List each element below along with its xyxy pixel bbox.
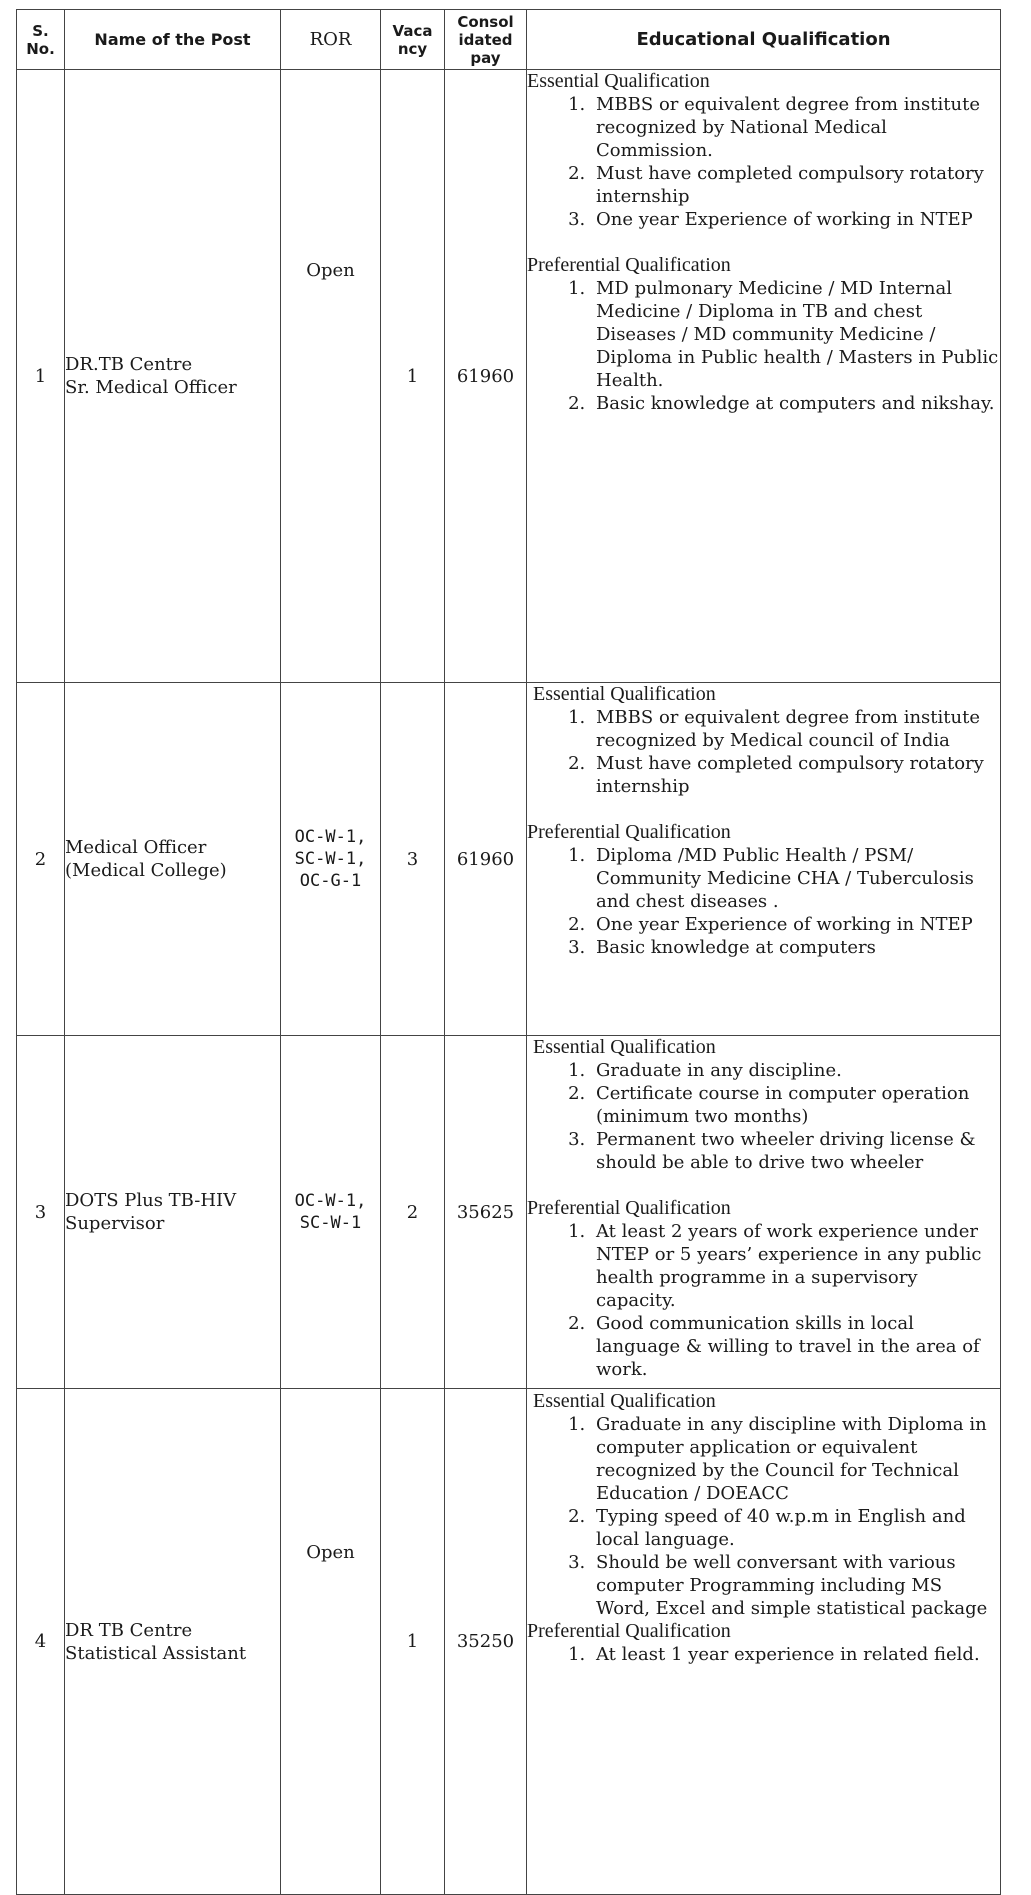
preferential-label: Preferential Qualification (527, 821, 731, 843)
row-pay: 61960 (445, 70, 527, 683)
row-vacancy: 3 (381, 683, 445, 1036)
preferential-list (527, 844, 1000, 959)
list-item: 2. Typing speed of 40 w.p.m in English and local language. (591, 1505, 1000, 1551)
row-qualification (527, 1036, 1001, 1389)
preferential-list (527, 1220, 1000, 1381)
header-row (17, 10, 1001, 70)
essential-label: Essential Qualification (533, 1036, 716, 1058)
row-pay: 35625 (445, 1036, 527, 1389)
post-line: DR.TB Centre (65, 354, 193, 375)
list-item: 1. MD pulmonary Medicine / MD Internal Medicine / Diploma in TB and chest Diseases / MD community Medicine / Diploma in Public health / Masters in Public Health. (591, 277, 1000, 392)
row-pay: 61960 (445, 683, 527, 1036)
header-pay: Consol idated pay (445, 10, 527, 70)
ror-line: Open (306, 1542, 355, 1563)
row-post-name (65, 1389, 281, 1895)
post-line: Sr. Medical Officer (65, 377, 237, 398)
row-ror (281, 1389, 381, 1895)
list-item: 2. Basic knowledge at computers and nikshay. (591, 392, 1000, 415)
row-ror (281, 1036, 381, 1389)
header-post-name: Name of the Post (65, 10, 281, 70)
list-item: 1. MBBS or equivalent degree from institute recognized by Medical council of India (591, 706, 1000, 752)
list-item: 1. At least 2 years of work experience under NTEP or 5 years’ experience in any public health programme in a supervisory capacity. (591, 1220, 1000, 1312)
row-vacancy: 1 (381, 1389, 445, 1895)
post-line: (Medical College) (65, 860, 227, 881)
row-qualification (527, 70, 1001, 683)
list-item: 1. Diploma /MD Public Health / PSM/ Community Medicine CHA / Tuberculosis and chest diseases . (591, 844, 1000, 913)
post-line: DR TB Centre (65, 1619, 193, 1641)
essential-list (527, 706, 1000, 798)
post-line: Statistical Assistant (65, 1642, 247, 1664)
preferential-label: Preferential Qualification (527, 1620, 731, 1642)
table-row (17, 1389, 1001, 1895)
essential-list (527, 1059, 1000, 1174)
posts-table (16, 9, 1001, 1895)
list-item: 3. One year Experience of working in NTEP (591, 208, 1000, 231)
header-qualification: Educational Qualification (527, 10, 1001, 70)
list-item: 1. At least 1 year experience in related field. (591, 1643, 1000, 1666)
preferential-label: Preferential Qualification (527, 254, 731, 276)
ror-line: SC-W-1, (294, 849, 367, 869)
row-sno: 4 (17, 1389, 65, 1895)
essential-list (527, 1413, 1000, 1620)
essential-list (527, 93, 1000, 231)
preferential-list (527, 277, 1000, 415)
header-ror: ROR (281, 10, 381, 70)
row-ror (281, 70, 381, 683)
ror-line: OC-G-1 (299, 871, 362, 891)
list-item: 1. MBBS or equivalent degree from institute recognized by National Medical Commission. (591, 93, 1000, 162)
ror-line: SC-W-1 (299, 1213, 362, 1233)
ror-line: OC-W-1, (294, 827, 367, 847)
list-item: 2. One year Experience of working in NTEP (591, 913, 1000, 936)
row-pay: 35250 (445, 1389, 527, 1895)
header-sno: S. No. (17, 10, 65, 70)
list-item: 2. Must have completed compulsory rotatory internship (591, 752, 1000, 798)
preferential-list (527, 1643, 1000, 1666)
header-vacancy: Vaca ncy (381, 10, 445, 70)
row-post-name (65, 70, 281, 683)
list-item: 3. Basic knowledge at computers (591, 936, 1000, 959)
post-line: Supervisor (65, 1213, 165, 1234)
table-row (17, 683, 1001, 1036)
essential-label: Essential Qualification (527, 70, 710, 92)
essential-label: Essential Qualification (533, 1390, 716, 1412)
list-item: 2. Certificate course in computer operation (minimum two months) (591, 1082, 1000, 1128)
row-qualification (527, 683, 1001, 1036)
row-sno: 2 (17, 683, 65, 1036)
row-vacancy: 2 (381, 1036, 445, 1389)
table-row (17, 70, 1001, 683)
row-vacancy: 1 (381, 70, 445, 683)
row-post-name (65, 683, 281, 1036)
list-item: 3. Permanent two wheeler driving license & should be able to drive two wheeler (591, 1128, 1000, 1174)
row-qualification (527, 1389, 1001, 1895)
row-ror (281, 683, 381, 1036)
table-row (17, 1036, 1001, 1389)
list-item: 1. Graduate in any discipline. (591, 1059, 1000, 1082)
post-line: Medical Officer (65, 837, 207, 858)
row-sno: 1 (17, 70, 65, 683)
essential-label: Essential Qualification (533, 683, 716, 705)
post-line: DOTS Plus TB-HIV (65, 1190, 237, 1211)
list-item: 2. Must have completed compulsory rotatory internship (591, 162, 1000, 208)
list-item: 1. Graduate in any discipline with Diploma in computer application or equivalent recognized by the Council for Technical Education / DOEACC (591, 1413, 1000, 1505)
preferential-label: Preferential Qualification (527, 1197, 731, 1219)
list-item: 2. Good communication skills in local language & willing to travel in the area of work. (591, 1312, 1000, 1381)
list-item: 3. Should be well conversant with various computer Programming including MS Word, Excel and simple statistical package (591, 1551, 1000, 1620)
ror-line: Open (306, 260, 355, 281)
row-sno: 3 (17, 1036, 65, 1389)
row-post-name (65, 1036, 281, 1389)
ror-line: OC-W-1, (294, 1191, 367, 1211)
